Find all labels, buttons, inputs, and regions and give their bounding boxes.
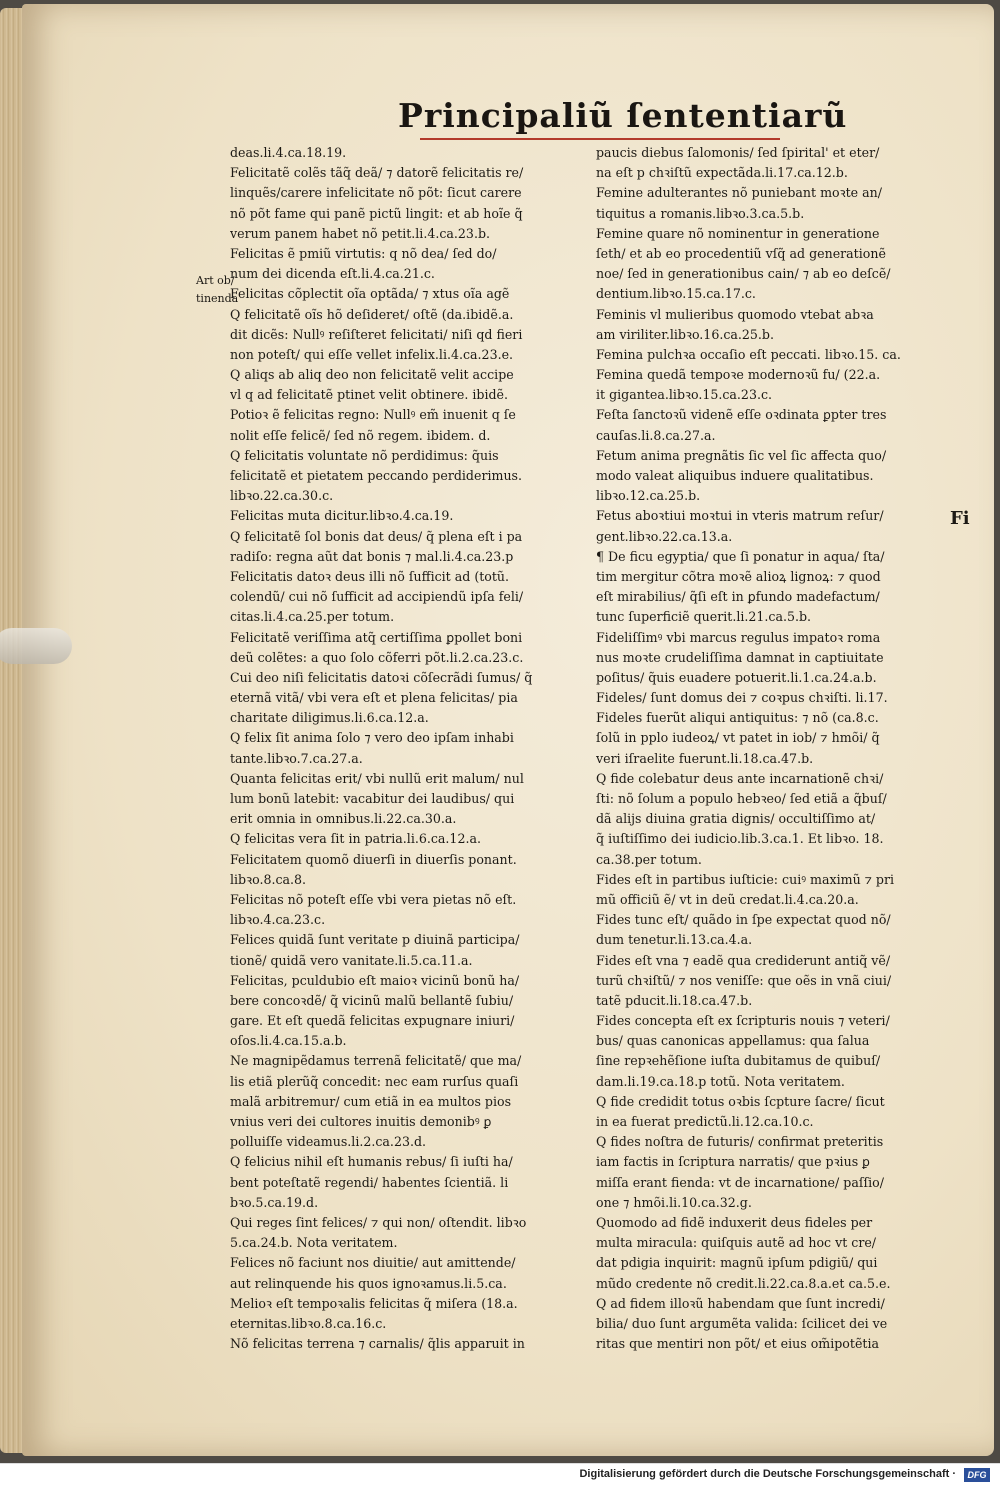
text-line: Fideliſſimꝰ vbi marcus regulus impatoꝛ roma [596,629,881,645]
text-line: Felicitatis datoꝛ deus illi nõ ſufficit ad (totũ. [230,568,510,584]
text-line: oſos.li.4.ca.15.a.b. [230,1033,347,1049]
text-line: Felicitas, pculdubio eſt maioꝛ vicinũ bonũ ha/ [230,972,520,988]
text-line: Q fides noſtra de futuris/ confirmat preteritis [596,1134,884,1150]
text-line: Fides tunc eſt/ quãdo in ſpe expectat quod nõ/ [596,912,891,928]
text-line: erit omnia in omnibus.li.22.ca.30.a. [230,811,457,827]
text-line: Femina quedã tempoꝛe modernoꝛũ fu/ (22.a. [596,367,881,383]
text-line: verum panem habet nõ petit.li.4.ca.23.b. [230,225,491,241]
text-line: na eſt p chꝛiſtũ expectãda.li.17.ca.12.b. [596,165,848,181]
margin-note-line: tinenda [196,292,239,305]
text-line: in ea fuerat predictũ.li.12.ca.10.c. [596,1114,814,1129]
text-line: malã arbitremur/ cum etiã in ea multos pios [230,1093,512,1109]
text-line: miſſa erant fienda: vt de incarnatione/ paſſio/ [596,1174,885,1190]
text-line: iam factis in ſcriptura narratis/ que pꝛius ꝑ [596,1154,870,1170]
text-line: Q felicitatẽ oĩs hõ deſideret/ oſtẽ (da.ibidẽ.a. [230,306,514,322]
text-line: ¶ De ficu egyptia/ que ſi ponatur in aqua/ ſta/ [596,548,885,564]
text-line: Q felicitatẽ ſol bonis dat deus/ q̃ plena eſt i pa [230,528,523,544]
text-line: Qui reges ſint felices/ ⁊ qui non/ oſtendit. libꝛo [230,1214,527,1230]
text-line: libꝛo.8.ca.8. [230,871,307,887]
text-line: poſitus/ q̃uis euadere potuerit.li.1.ca.24.a.b. [596,669,877,685]
text-line: Ne magnipẽdamus terrenã felicitatẽ/ que ma/ [230,1053,522,1069]
text-line: lum bonũ latebit: vacabitur dei laudibus/ qui [230,791,515,806]
text-line: gent.libꝛo.22.ca.13.a. [596,528,733,544]
text-line: one ⁊ hmõi.li.10.ca.32.g. [596,1194,752,1210]
text-line: felicitatẽ et pietatem peccando perdiderimus. [230,468,523,483]
text-line: num dei dicenda eſt.li.4.ca.21.c. [230,266,435,282]
text-line: bilia/ duo ſunt argumẽta valida: ſcilicet dei ve [596,1315,888,1331]
text-line: Femine adulterantes nõ puniebant moꝛte an/ [596,185,882,201]
text-line: 5.ca.24.b. Nota veritatem. [230,1235,398,1251]
text-line: paucis diebus ſalomonis/ ſed ſpirital' et eter/ [596,145,880,160]
dfg-logo: DFG [964,1468,990,1482]
text-line: polluiſſe videamus.li.2.ca.23.d. [230,1134,427,1150]
text-line: tiquitus a romanis.libꝛo.3.ca.5.b. [596,205,805,221]
text-line: dam.li.19.ca.18.p totũ. Nota veritatem. [596,1073,845,1089]
text-line: Felicitatẽ colẽs tãq̃ deã/ ⁊ datorẽ felicitatis re/ [230,165,524,181]
text-line: Femina pulchꝛa occaſio eſt peccati. libꝛo.15. ca. [596,346,901,362]
text-line: modo valeat aliquibus induere qualitatibus. [596,468,874,483]
text-line: tionẽ/ quidã vero vanitate.li.5.ca.11.a. [230,952,473,968]
text-line: deũ colẽtes: a quo ſolo cõferri põt.li.2.ca.23.c. [230,649,524,665]
text-line: cauſas.li.8.ca.27.a. [596,427,716,443]
text-line: vnius veri dei cultores inuitis demonibꝰ ꝑ [230,1114,492,1129]
text-line: charitate diligimus.li.6.ca.12.a. [230,710,429,726]
text-line: Felices quidã ſunt veritate p diuinã participa/ [230,932,520,948]
text-line: Nõ felicitas terrena ⁊ carnalis/ q̃lis apparuit in [230,1336,525,1352]
text-line: Quomodo ad fidẽ induxerit deus fideles per [596,1214,873,1230]
text-line: veri iſraelite fuerunt.li.18.ca.47.b. [596,750,814,766]
right-column [596,143,942,1354]
text-line: bere concoꝛdẽ/ q̃ vicinũ malũ bellantẽ ſubiu/ [230,992,514,1008]
text-line: nolit eſſe felicẽ/ ſed nõ regem. ibidem. d. [230,427,491,443]
text-line: Fetum anima pregnãtis ſic vel ſic affecta quo/ [596,447,887,463]
text-line: citas.li.4.ca.25.per totum. [230,609,395,625]
text-line: vl q ad felicitatẽ ptinet velit obtinere. ibidẽ. [230,387,508,403]
text-line: am viriliter.libꝛo.16.ca.25.b. [596,326,774,342]
text-line: libꝛo.12.ca.25.b. [596,488,701,504]
text-line: dã alijs diuina gratia dignis/ occultiſſimo at/ [596,811,876,827]
text-line: Femine quare nõ nominentur in generatione [596,225,880,241]
text-line: multa miracula: quiſquis autẽ ad hoc vt cre/ [596,1235,877,1251]
text-line: deas.li.4.ca.18.19. [230,145,347,160]
text-line: bꝛo.5.ca.19.d. [230,1194,319,1210]
text-line: tatẽ pducit.li.18.ca.47.b. [596,992,753,1008]
text-line: Feminis vl mulieribus quomodo vtebat abꝛa [596,306,874,322]
text-line: Q aliqs ab aliq deo non felicitatẽ velit accipe [230,367,514,383]
text-line: bus/ quas canonicas appellamus: qua ſalua [596,1033,870,1049]
left-column [230,143,590,1354]
text-line: Felicitatem quomõ diuerſi in diuerſis ponant. [230,851,517,867]
text-line: Cui deo niſi felicitatis datoꝛi cõſecrãdi ſumus/ q̃ [230,669,533,685]
footer-bar [0,1463,1000,1486]
text-line: libꝛo.4.ca.23.c. [230,912,326,928]
text-line: mũdo credente nõ credit.li.22.ca.8.a.et ca.5.e. [596,1275,891,1291]
text-line: Felices nõ faciunt nos diuitie/ aut amittende/ [230,1255,516,1271]
text-line: noe/ ſed in generationibus cain/ ⁊ ab eo deſcẽ/ [596,266,891,282]
text-line: ſeth/ et ab eo procedentiũ vſq̃ ad generationẽ [596,245,886,261]
text-line: mũ officiũ ẽ/ vt in deũ credat.li.4.ca.20.a. [596,891,859,907]
text-line: ca.38.per totum. [596,851,702,867]
text-line: dum tenetur.li.13.ca.4.a. [596,932,753,948]
text-line: bent poteſtatẽ regendi/ habentes ſcientiã. li [230,1174,509,1190]
text-line: non poteſt/ qui eſſe vellet infelix.li.4.ca.23.e. [230,346,514,362]
text-line: ſolũ in pplo iudeoꝝ/ vt patet in iob/ ⁊ hmõi/ q̃ [596,730,880,746]
text-line: it gigantea.libꝛo.15.ca.23.c. [596,387,773,403]
page-clip [0,628,72,664]
text-line: Felicitas nõ poteſt eſſe vbi vera pietas nõ eſt. [230,891,517,907]
text-line: Melioꝛ eſt tempoꝛalis felicitas q̃ miſera (18.a. [230,1295,518,1311]
text-line: Fides concepta eſt ex ſcripturis nouis ⁊ veteri/ [596,1013,890,1029]
text-line: radiſo: regna aũt dat bonis ⁊ mal.li.4.ca.23.p [230,548,514,564]
text-line: Fideles/ ſunt domus dei ⁊ coꝛpus chꝛiſti. li.17. [596,690,888,706]
text-line: Felicitas muta dicitur.libꝛo.4.ca.19. [230,508,454,524]
text-line: gare. Et eſt quedã felicitas expugnare iniuri/ [230,1013,515,1029]
text-line: eternã vitã/ vbi vera eſt et plena felicitas/ pia [230,690,518,706]
text-line: dat pdigia inquirit: magnũ ipſum pdigiũ/ qui [596,1255,878,1271]
text-line: q̃ iuſtiſſimo dei iudicio.lib.3.ca.1. Et libꝛo. 18. [596,831,884,847]
header-underline [420,138,780,140]
footer-credit: Digitalisierung gefördert durch die Deutsche Forschungsgemeinschaft · [579,1468,956,1480]
text-line: Fideles fuerũt aliqui antiquitus: ⁊ nõ (ca.8.c. [596,710,879,726]
page-header: Principaliũ ſententiarũ [398,96,848,135]
text-line: dentium.libꝛo.15.ca.17.c. [596,286,756,302]
text-line: Quanta felicitas erit/ vbi nullũ erit malum/ nul [230,770,524,786]
text-line: eternitas.libꝛo.8.ca.16.c. [230,1315,387,1331]
text-line: libꝛo.22.ca.30.c. [230,488,334,504]
text-line: tante.libꝛo.7.ca.27.a. [230,750,363,766]
margin-note-line: Art ob/ [196,274,235,287]
text-line: tunc ſuperficiẽ querit.li.21.ca.5.b. [596,609,812,625]
text-line: Q ad fidem illoꝛũ habendam que ſunt incredi/ [596,1295,885,1311]
text-line: ritas que mentiri non põt/ et eius om̃ipotẽtia [596,1336,879,1352]
text-line: Fetus aboꝛtiui moꝛtui in vteris matrum reſur/ [596,508,884,524]
catchword: Fi [950,508,970,529]
text-line: Potioꝛ ẽ felicitas regno: Nullꝰ em̃ inuenit q ſe [230,407,516,423]
text-line: tim mergitur cõtra moꝛẽ alioꝝ lignoꝝ: ⁊ quod [596,568,881,584]
text-line: lis etiã plerũq̃ concedit: nec eam rurſus quaſi [230,1073,519,1089]
text-line: Q felicitas vera ſit in patria.li.6.ca.12.a. [230,831,481,847]
text-line: nus moꝛte crudeliſſima damnat in captiuitate [596,649,884,665]
text-line: Q fide credidit totus oꝛbis ſcpture ſacre/ ſicut [596,1093,885,1109]
text-line: colendũ/ cui nõ ſufficit ad accipiendũ ipſa feli/ [230,589,524,605]
text-line: Fides eſt vna ⁊ eadẽ qua crediderunt antiq̃ vẽ/ [596,952,891,968]
text-line: Felicitatẽ veriſſima atq̃ certiſſima ꝑpollet boni [230,629,523,645]
text-line: nõ põt fame qui panẽ pictũ lingit: et ab hoĩe q̃ [230,205,523,221]
text-line: turũ chꝛiſtũ/ ⁊ nos veniſſe: que oẽs in vnã ciui/ [596,972,892,988]
text-line: Q felicitatis voluntate nõ perdidimus: q̃uis [230,447,499,463]
text-line: Felicitas ẽ pmiũ virtutis: q nõ dea/ ſed do/ [230,245,497,261]
text-line: eſt mirabilius/ q̃ſi eſt in ꝑfundo madefactum/ [596,589,880,605]
text-line: Q felicius nihil eſt humanis rebus/ ſi iuſti ha/ [230,1154,513,1170]
text-line: linquẽs/carere infelicitate nõ põt: ſicut carere [230,185,522,201]
text-line: Felicitas cõplectit oĩa optãda/ ⁊ xtus oĩa agẽ [230,286,510,302]
text-line: Feſta ſanctoꝛũ videnẽ eſſe oꝛdinata ꝑpter tres [596,407,887,423]
text-line: ſine repꝛehẽſione iuſta dubitamus de quibuſ/ [596,1053,881,1069]
text-line: Fides eſt in partibus iuſticie: cuiꝰ maximũ ⁊ pri [596,871,895,887]
text-line: aut relinquende his quos ignoꝛamus.li.5.ca. [230,1275,507,1291]
text-line: Q felix ſit anima ſolo ⁊ vero deo ipſam inhabi [230,730,514,746]
text-line: Q fide colebatur deus ante incarnationẽ chꝛi/ [596,770,884,786]
text-line: ſti: nõ ſolum a populo hebꝛeo/ ſed etiã a q̃buſ/ [596,791,887,806]
text-line: dit dicẽs: Nullꝰ reſiſteret felicitati/ niſi qd fieri [230,326,523,342]
